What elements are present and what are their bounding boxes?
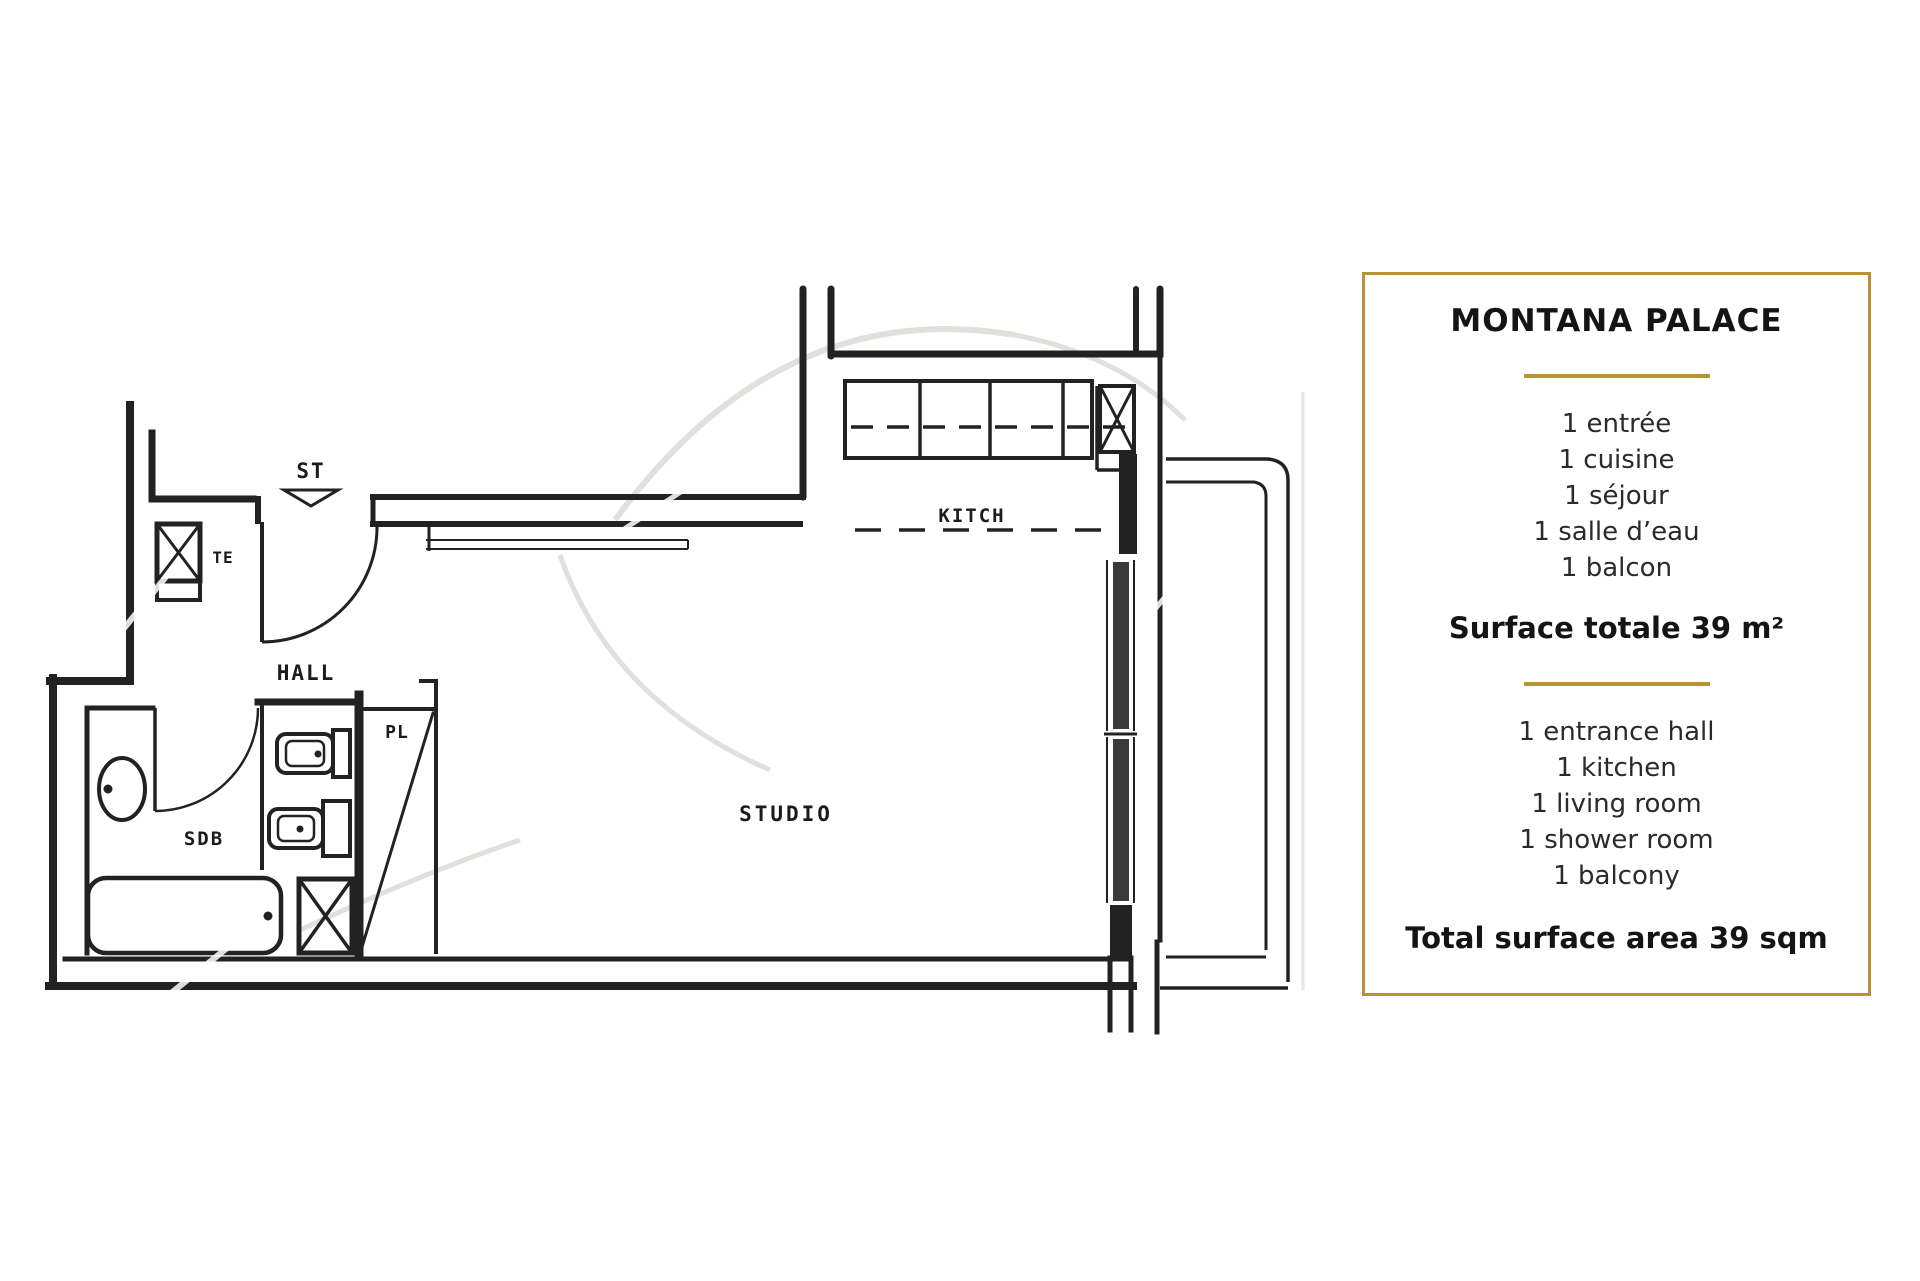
label-pl: PL bbox=[385, 722, 409, 743]
surface-total-english: Total surface area 39 sqm bbox=[1405, 921, 1828, 955]
surface-total-french: Surface totale 39 m² bbox=[1448, 611, 1785, 645]
kitchen-cabinets bbox=[845, 381, 1133, 470]
gold-divider bbox=[1524, 682, 1710, 686]
room-item-fr: 1 salle d’eau bbox=[1533, 517, 1700, 547]
property-info-panel bbox=[1362, 272, 1871, 996]
room-item-en: 1 shower room bbox=[1519, 825, 1714, 855]
balcony-railing bbox=[1160, 459, 1288, 988]
bathroom-door bbox=[155, 708, 258, 811]
bathroom-shaft bbox=[299, 879, 352, 953]
beam-line bbox=[426, 524, 688, 551]
room-item-fr: 1 balcon bbox=[1560, 553, 1673, 583]
room-item-en: 1 entrance hall bbox=[1518, 717, 1715, 747]
scan-slashes bbox=[108, 478, 1182, 1002]
sink bbox=[99, 758, 145, 820]
room-item-fr: 1 entrée bbox=[1561, 409, 1672, 439]
toilet bbox=[277, 730, 350, 777]
te-shaft bbox=[157, 524, 200, 600]
bidet bbox=[269, 801, 350, 856]
room-list-english bbox=[1365, 714, 1868, 894]
room-item-en: 1 living room bbox=[1531, 789, 1702, 819]
gold-divider bbox=[1524, 374, 1710, 378]
bathtub bbox=[88, 878, 281, 953]
room-item-fr: 1 cuisine bbox=[1558, 445, 1675, 475]
label-studio: STUDIO bbox=[739, 802, 833, 826]
scan-watermark bbox=[300, 329, 1185, 930]
label-kitch: KITCH bbox=[938, 505, 1006, 527]
right-wall-window bbox=[1104, 454, 1137, 957]
room-item-en: 1 balcony bbox=[1553, 861, 1680, 891]
room-item-fr: 1 séjour bbox=[1564, 481, 1669, 511]
label-st: ST bbox=[296, 459, 326, 483]
label-te: TE bbox=[212, 548, 234, 567]
kitchen-shaft bbox=[1100, 386, 1134, 452]
room-item-en: 1 kitchen bbox=[1556, 753, 1677, 783]
property-title: MONTANA PALACE bbox=[1450, 303, 1783, 339]
label-hall: HALL bbox=[276, 661, 336, 685]
room-list-french bbox=[1365, 406, 1868, 586]
label-sdb: SDB bbox=[183, 828, 225, 850]
entrance-door bbox=[262, 522, 377, 642]
entrance-arrow-icon bbox=[284, 490, 338, 506]
